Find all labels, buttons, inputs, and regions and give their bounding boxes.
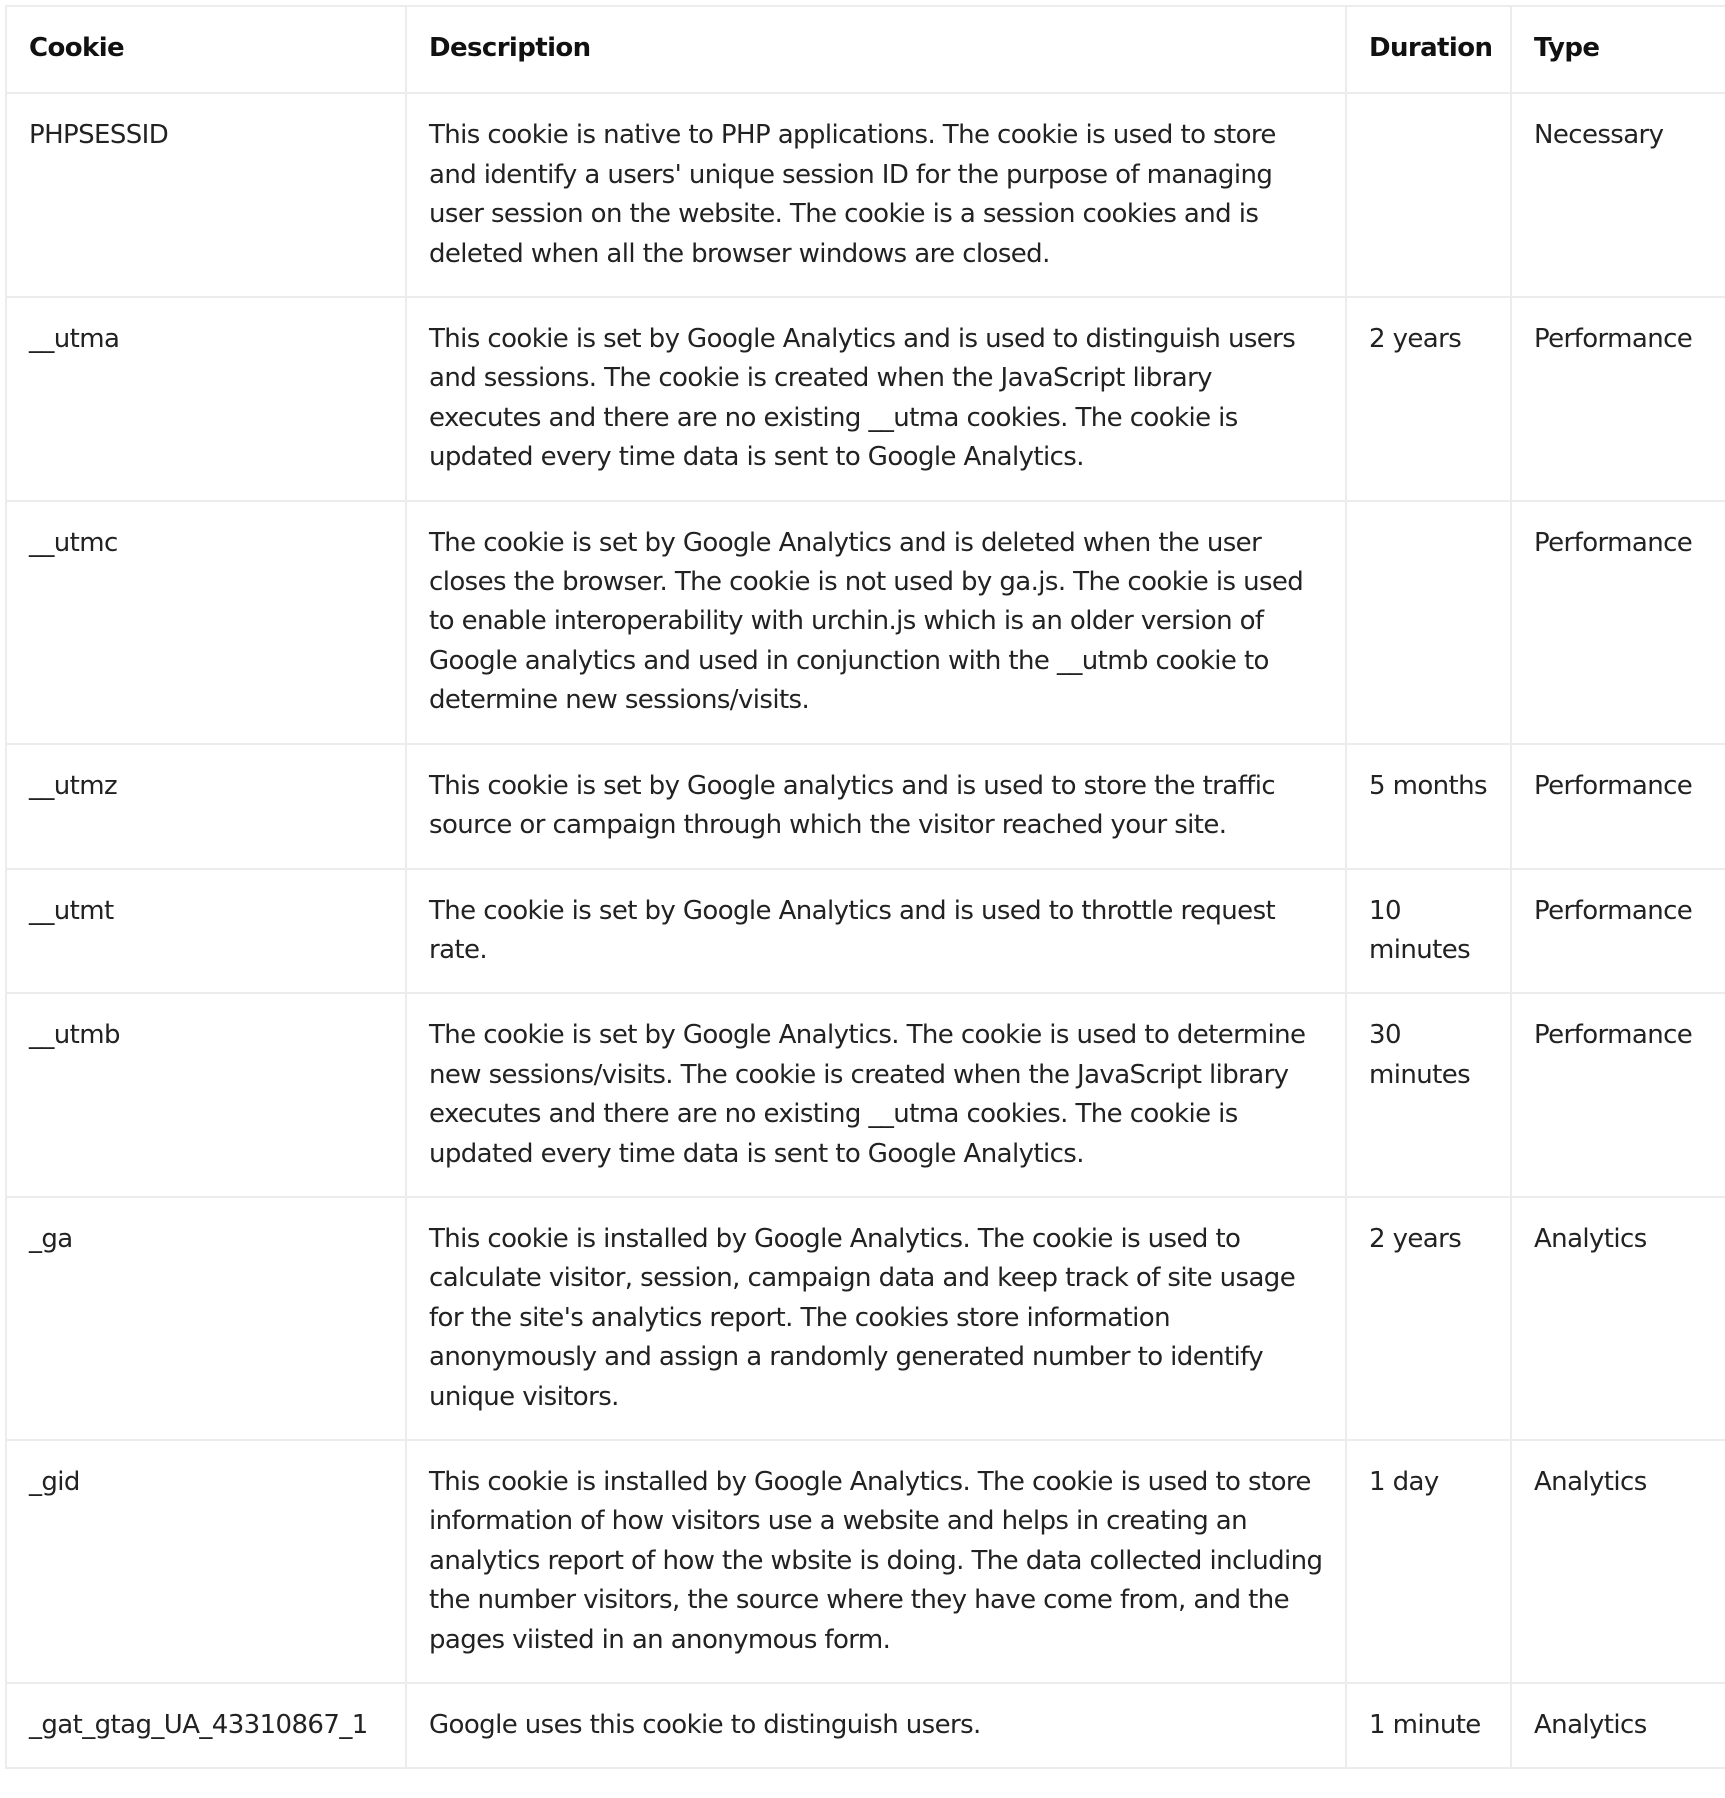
table-row: [6, 869, 1725, 994]
header-duration: Duration: [1346, 6, 1511, 93]
header-type: Type: [1511, 6, 1725, 93]
cookie-duration: 2 years: [1346, 1197, 1511, 1440]
table-body: [6, 93, 1725, 1768]
header-cookie: Cookie: [6, 6, 406, 93]
cookie-duration: [1346, 93, 1511, 297]
cookie-name: __utmz: [6, 744, 406, 869]
cookie-duration: 1 day: [1346, 1440, 1511, 1683]
table-row: [6, 1197, 1725, 1440]
cookie-type: Analytics: [1511, 1683, 1725, 1768]
cookie-description: This cookie is native to PHP applications. The cookie is used to store and identify a users' unique session ID for the purpose of managing user session on the website. The cookie is a session cookies and is deleted when all the browser windows are closed.: [406, 93, 1346, 297]
table-row: [6, 297, 1725, 501]
cookie-name: __utmt: [6, 869, 406, 994]
cookie-duration: 30 minutes: [1346, 993, 1511, 1197]
cookie-description: Google uses this cookie to distinguish users.: [406, 1683, 1346, 1768]
cookie-type: Performance: [1511, 744, 1725, 869]
cookie-type: Analytics: [1511, 1197, 1725, 1440]
cookie-name: PHPSESSID: [6, 93, 406, 297]
table-row: [6, 993, 1725, 1197]
cookie-type: Performance: [1511, 869, 1725, 994]
cookie-name: _ga: [6, 1197, 406, 1440]
cookie-duration: 10 minutes: [1346, 869, 1511, 994]
cookie-name: _gat_gtag_UA_43310867_1: [6, 1683, 406, 1768]
cookie-description: The cookie is set by Google Analytics. The cookie is used to determine new sessions/visits. The cookie is created when the JavaScript library executes and there are no existing __utma cookies. The cookie is updated every time data is sent to Google Analytics.: [406, 993, 1346, 1197]
cookie-type: Necessary: [1511, 93, 1725, 297]
cookie-description: This cookie is installed by Google Analytics. The cookie is used to store information of how visitors use a website and helps in creating an analytics report of how the wbsite is doing. The data collected including the number visitors, the source where they have come from, and the pages viisted in an anonymous form.: [406, 1440, 1346, 1683]
cookie-type: Performance: [1511, 501, 1725, 744]
table-row: [6, 744, 1725, 869]
cookie-duration: 5 months: [1346, 744, 1511, 869]
cookie-description: The cookie is set by Google Analytics and is used to throttle request rate.: [406, 869, 1346, 994]
cookie-table: [5, 5, 1725, 1769]
cookie-duration: 2 years: [1346, 297, 1511, 501]
cookie-name: __utmb: [6, 993, 406, 1197]
cookie-description: This cookie is set by Google analytics and is used to store the traffic source or campaign through which the visitor reached your site.: [406, 744, 1346, 869]
table-row: [6, 1683, 1725, 1768]
table-row: [6, 501, 1725, 744]
header-description: Description: [406, 6, 1346, 93]
table-row: [6, 93, 1725, 297]
cookie-description: This cookie is set by Google Analytics and is used to distinguish users and sessions. The cookie is created when the JavaScript library executes and there are no existing __utma cookies. The cookie is updated every time data is sent to Google Analytics.: [406, 297, 1346, 501]
cookie-description: The cookie is set by Google Analytics and is deleted when the user closes the browser. The cookie is not used by ga.js. The cookie is used to enable interoperability with urchin.js which is an older version of Google analytics and used in conjunction with the __utmb cookie to determine new sessions/visits.: [406, 501, 1346, 744]
cookie-type: Analytics: [1511, 1440, 1725, 1683]
cookie-table-container: [5, 5, 1725, 1769]
cookie-name: _gid: [6, 1440, 406, 1683]
cookie-name: __utmc: [6, 501, 406, 744]
table-row: [6, 1440, 1725, 1683]
cookie-type: Performance: [1511, 297, 1725, 501]
cookie-name: __utma: [6, 297, 406, 501]
cookie-description: This cookie is installed by Google Analytics. The cookie is used to calculate visitor, session, campaign data and keep track of site usage for the site's analytics report. The cookies store information anonymously and assign a randomly generated number to identify unique visitors.: [406, 1197, 1346, 1440]
header-row: [6, 6, 1725, 93]
table-header: [6, 6, 1725, 93]
cookie-duration: [1346, 501, 1511, 744]
cookie-type: Performance: [1511, 993, 1725, 1197]
cookie-duration: 1 minute: [1346, 1683, 1511, 1768]
